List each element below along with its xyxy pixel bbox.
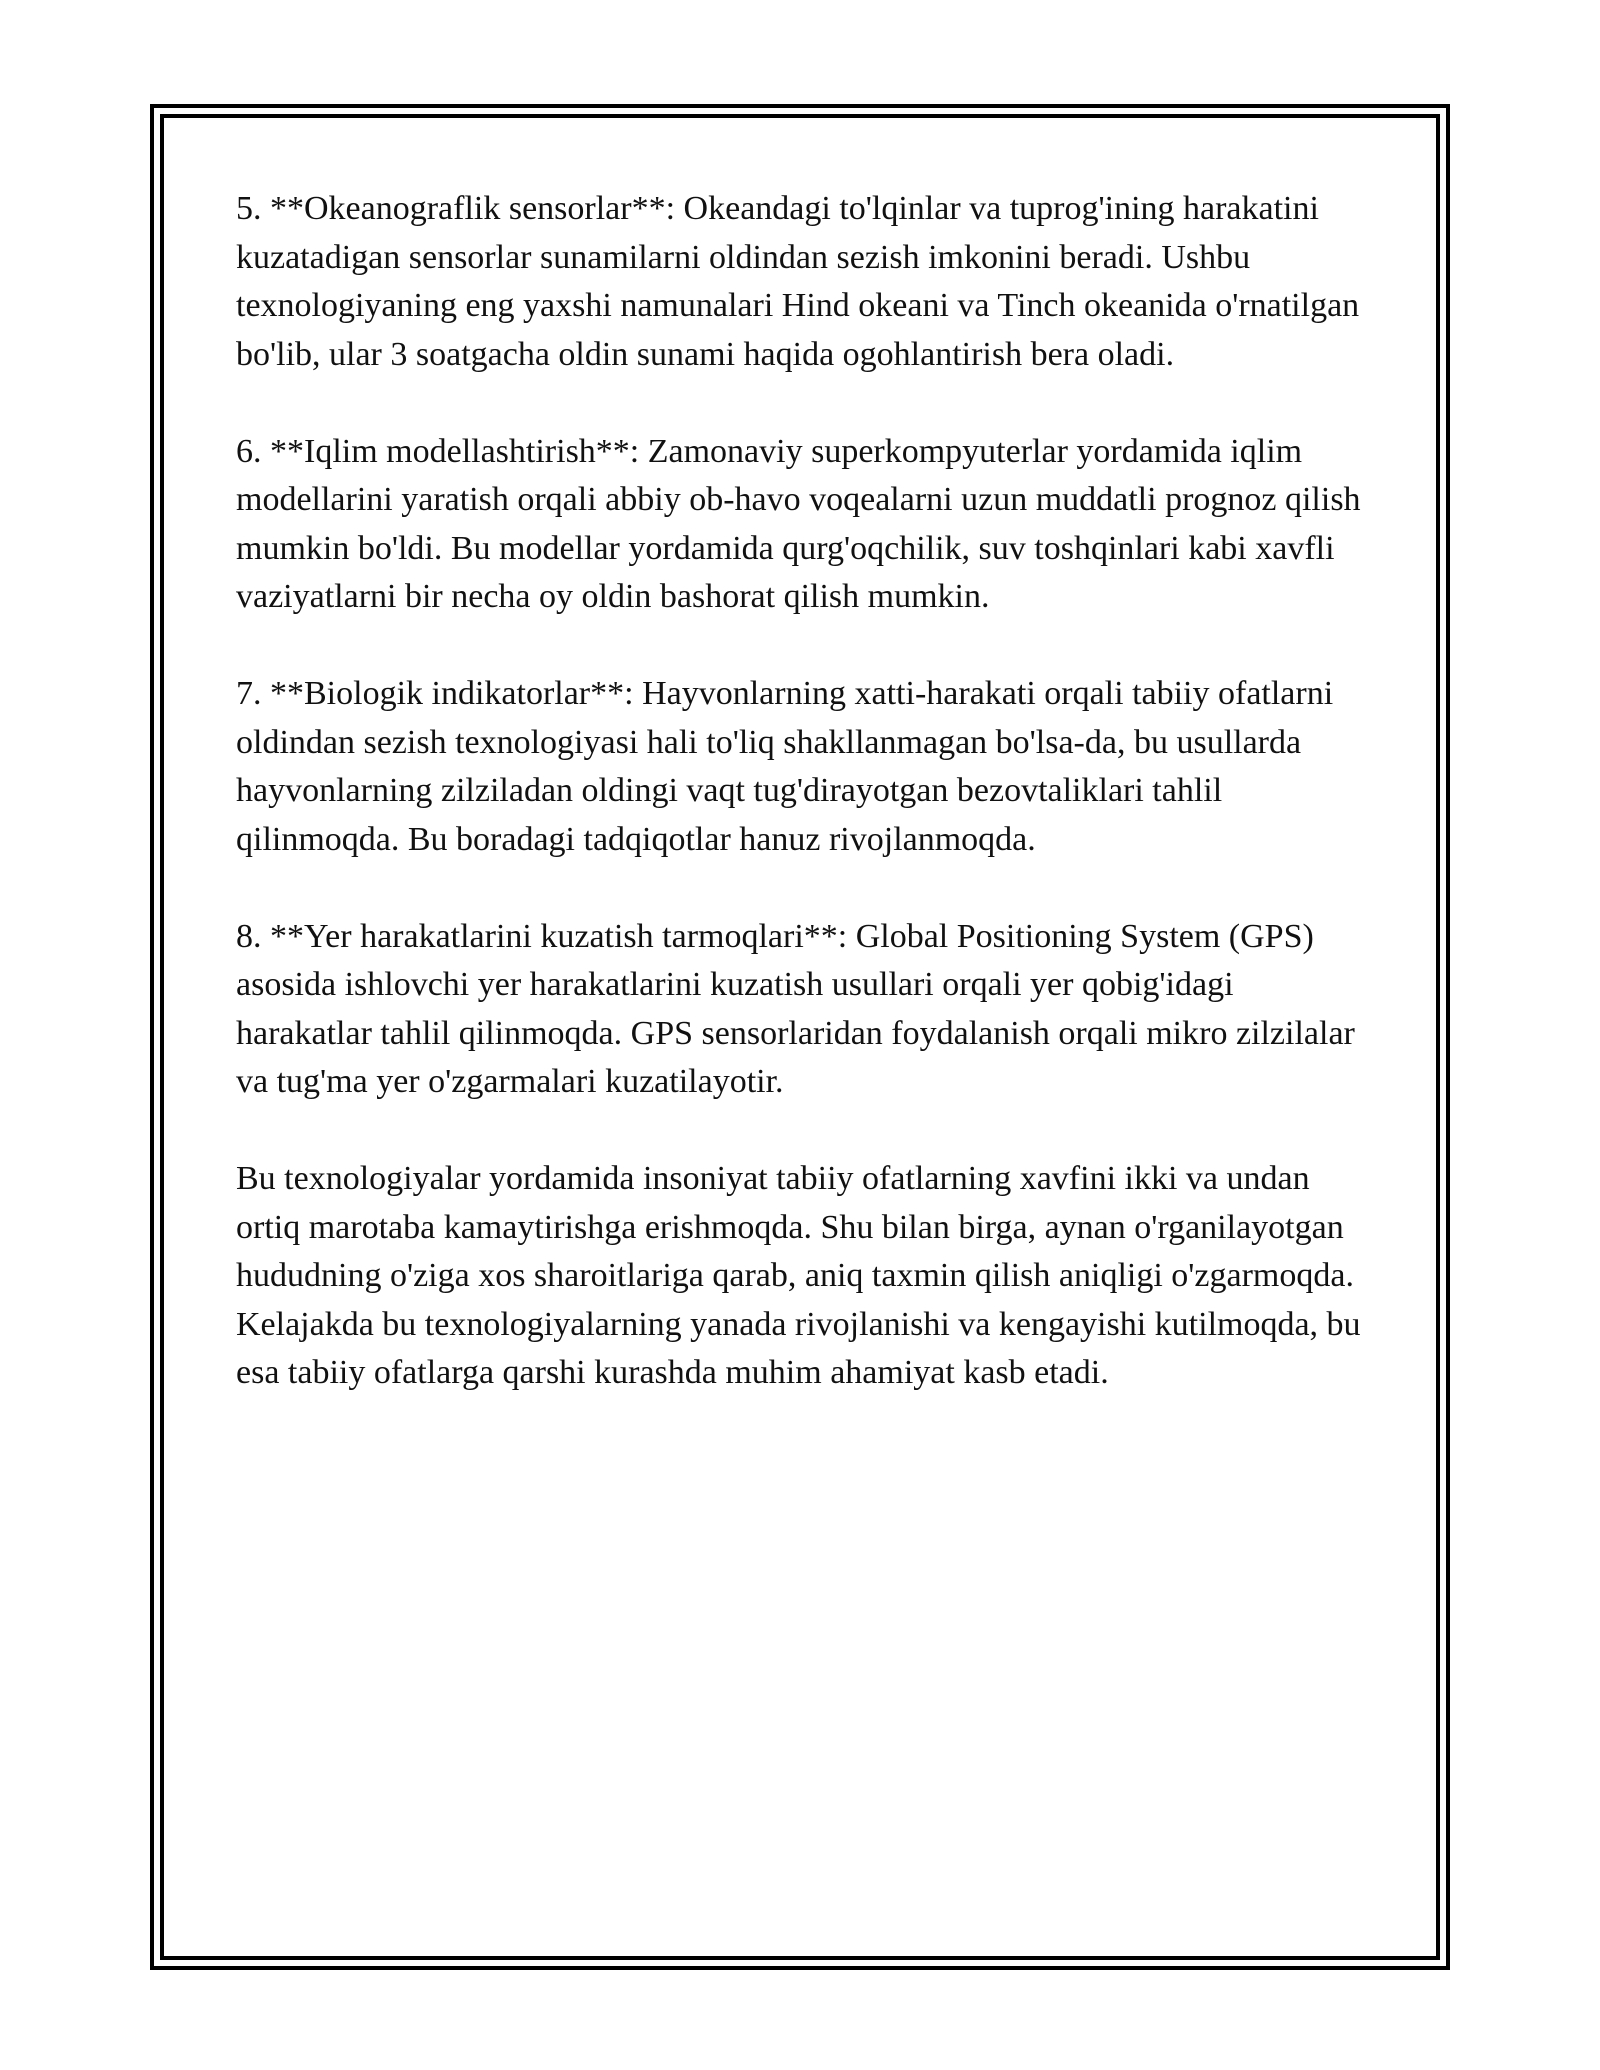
paragraph-biological-indicators: 7. **Biologik indikatorlar**: Hayvonlarning xatti-harakati orqali tabiiy ofatlarni oldindan sezish texnologiyasi hali to'liq shakllanmagan bo'lsa-da, bu usullarda hayvonlarning zilziladan oldingi vaqt tug'dirayotgan bezovtaliklari tahlil qilinmoqda. Bu boradagi tadqiqotlar hanuz rivojlanmoqda. <box>236 675 1334 858</box>
paragraph-oceanographic-sensors: 5. **Okeanograflik sensorlar**: Okeandagi to'lqinlar va tuprog'ining harakatini kuzatadigan sensorlar sunamilarni oldindan sezish imkonini beradi. Ushbu texnologiyaning eng yaxshi namunalari Hind okeani va Tinch okeanida o'rnatilgan bo'lib, ular 3 soatgacha oldin sunami haqida ogohlantirish bera oladi. <box>236 190 1360 373</box>
paragraph-conclusion: Bu texnologiyalar yordamida insoniyat tabiiy ofatlarning xavfini ikki va undan ortiq marotaba kamaytirishga erishmoqda. Shu bilan birga, aynan o'rganilayotgan hududning o'ziga xos sharoitlariga qarab, aniq taxmin qilish aniqligi o'zgarmoqda. Kelajakda bu texnologiyalarning yanada rivojlanishi va kengayishi kutilmoqda, bu esa tabiiy ofatlarga qarshi kurashda muhim ahamiyat kasb etadi. <box>236 1160 1361 1391</box>
document-body <box>236 185 1376 1446</box>
paragraph-climate-modeling: 6. **Iqlim modellashtirish**: Zamonaviy superkompyuterlar yordamida iqlim modellarini yaratish orqali abbiy ob-havo voqealarni uzun muddatli prognoz qilish mumkin bo'ldi. Bu modellar yordamida qurg'oqchilik, suv toshqinlari kabi xavfli vaziyatlarni bir necha oy oldin bashorat qilish mumkin. <box>236 432 1361 615</box>
paragraph-ground-motion-networks: 8. **Yer harakatlarini kuzatish tarmoqlari**: Global Positioning System (GPS) asosida ishlovchi yer harakatlarini kuzatish usullari orqali yer qobig'idagi harakatlar tahlil qilinmoqda. GPS sensorlaridan foydalanish orqali mikro zilzilalar va tug'ma yer o'zgarmalari kuzatilayotir. <box>236 917 1355 1100</box>
